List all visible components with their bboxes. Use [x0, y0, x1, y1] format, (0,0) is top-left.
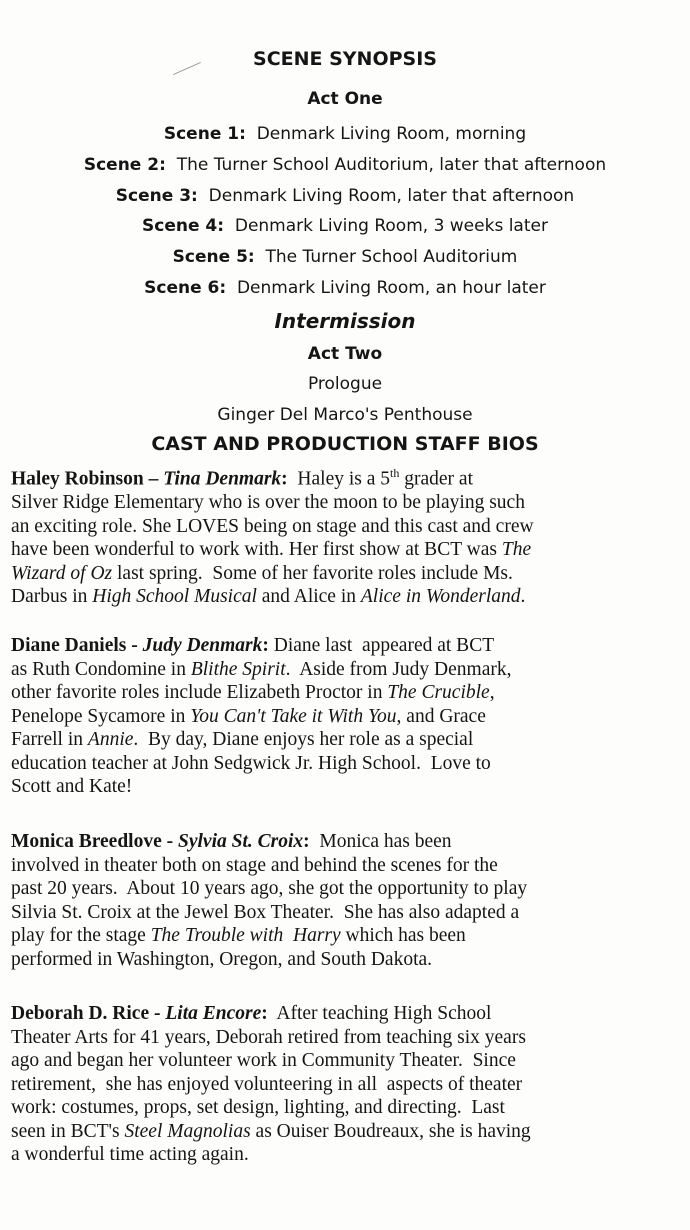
bio-deborah-rice: Deborah D. Rice - Lita Encore: After teaching High School Theater Arts for 41 years, Deborah retired from teaching six years ago and began her volunteer work in Community Theater. Since retirement, she has enjoyed volunteering in all aspects of theater work: costumes, props, set design, lighting, and directing. Last seen in BCT's Steel Magnolias as Ouiser Boudreaux, she is having a wonderful time acting again.: [11, 1003, 531, 1165]
bio-role: Judy Denmark: [142, 635, 263, 656]
bio-monica-breedlove: Monica Breedlove - Sylvia St. Croix: Monica has been involved in theater both on stage and behind the scenes for the past 20 years. About 10 years ago, she got the opportunity to play Silvia St. Croix at the Jewel Box Theater. She has also adapted a play for the stage The Trouble with Harry which has been performed in Washington, Oregon, and South Dakota.: [11, 831, 528, 970]
intermission-heading: Intermission: [274, 309, 416, 333]
scene-line-4: Scene 4: Denmark Living Room, 3 weeks later: [142, 216, 548, 236]
bios-title: CAST AND PRODUCTION STAFF BIOS: [151, 433, 539, 455]
scene-line-3: Scene 3: Denmark Living Room, later that afternoon: [115, 186, 575, 206]
scene-synopsis-title: SCENE SYNOPSIS: [253, 48, 437, 70]
bio-name: Monica Breedlove: [11, 831, 162, 852]
bio-name: Deborah D. Rice: [11, 1003, 150, 1024]
scene-line-1: Scene 1: Denmark Living Room, morning: [163, 124, 527, 144]
bio-role: Sylvia St. Croix: [178, 831, 304, 852]
scene-line-2: Scene 2: The Turner School Auditorium, later that afternoon: [83, 155, 607, 175]
bio-name: Haley Robinson: [11, 468, 144, 490]
bio-role: Tina Denmark: [163, 468, 282, 490]
bio-role: Lita Encore: [165, 1003, 262, 1024]
prologue-setting: Ginger Del Marco's Penthouse: [217, 405, 473, 425]
scene-line-6: Scene 6: Denmark Living Room, an hour later: [144, 278, 546, 298]
scene-line-5: Scene 5: The Turner School Auditorium: [172, 247, 518, 267]
bio-diane-daniels: Diane Daniels - Judy Denmark: Diane last appeared at BCT as Ruth Condomine in Blithe Spirit. Aside from Judy Denmark, other favorite roles include Elizabeth Proctor in The Crucible, Penelope Sycamore in You Can't Take it With You, and Grace Farrell in Annie. By day, Diane enjoys her role as a special education teacher at John Sedgwick Jr. High School. Love to Scott and Kate!: [11, 635, 512, 797]
bio-name: Diane Daniels: [11, 635, 127, 656]
prologue-label: Prologue: [307, 374, 383, 394]
bio-haley-robinson: Haley Robinson – Tina Denmark: Haley is a 5th grader at Silver Ridge Elementary who is over the moon to be playing such an exciting role. She LOVES being on stage and this cast and crew have been wonderful to work with. Her first show at BCT was The Wizard of Oz last spring. Some of her favorite roles include Ms. Darbus in High School Musical and Alice in Alice in Wonderland.: [11, 466, 534, 607]
act-one-heading: Act One: [307, 89, 383, 109]
act-two-heading: Act Two: [307, 344, 383, 364]
